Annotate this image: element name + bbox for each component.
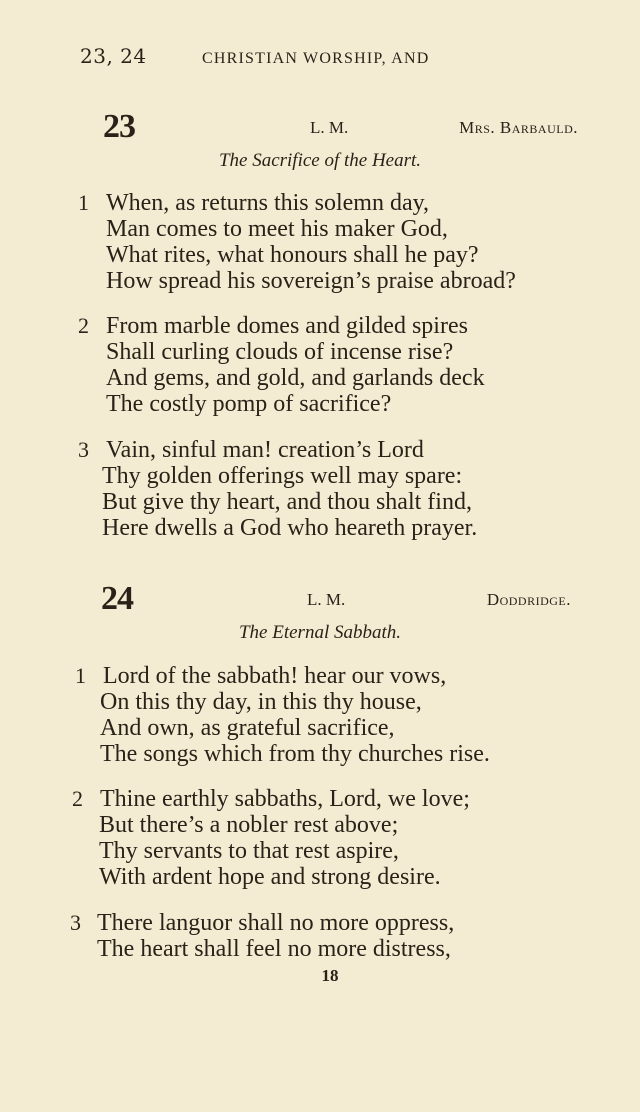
verse-line: The songs which from thy churches rise. bbox=[100, 741, 490, 767]
verse-line: And own, as grateful sacrifice, bbox=[100, 715, 395, 741]
verse-line: Shall curling clouds of incense rise? bbox=[106, 339, 454, 365]
verse-line: What rites, what honours shall he pay? bbox=[106, 242, 479, 268]
stanza-number: 1 bbox=[75, 663, 86, 688]
verse-line: From marble domes and gilded spires bbox=[106, 313, 468, 339]
verse-line: Thy golden offerings well may spare: bbox=[102, 463, 463, 489]
hymn-meter: L. M. bbox=[310, 118, 349, 137]
hymn-number: 23 bbox=[103, 108, 135, 145]
verse-line: The heart shall feel no more distress, bbox=[97, 936, 451, 962]
verse-line: Lord of the sabbath! hear our vows, bbox=[103, 663, 447, 689]
verse-line: How spread his sovereign’s praise abroad? bbox=[106, 268, 516, 294]
running-head-title: CHRISTIAN WORSHIP, AND bbox=[202, 50, 430, 67]
hymn-23-header bbox=[103, 108, 578, 148]
verse-line: But give thy heart, and thou shalt find, bbox=[102, 489, 472, 515]
verse-line: But there’s a nobler rest above; bbox=[99, 812, 399, 838]
page-number: 18 bbox=[321, 966, 339, 985]
running-head-hymn-numbers: 23, 24 bbox=[80, 44, 147, 68]
stanza-number: 2 bbox=[72, 786, 83, 811]
hymn-number: 24 bbox=[101, 580, 133, 617]
stanza-number: 3 bbox=[70, 910, 81, 935]
verse-line: With ardent hope and strong desire. bbox=[99, 864, 441, 890]
hymn-24-header bbox=[101, 580, 571, 620]
hymn-author: Doddridge. bbox=[486, 590, 571, 609]
stanza-number: 3 bbox=[78, 437, 89, 462]
verse-line: Thy servants to that rest aspire, bbox=[99, 838, 399, 864]
stanza-number: 1 bbox=[78, 190, 89, 215]
verse-line: Vain, sinful man! creation’s Lord bbox=[106, 437, 424, 463]
verse-line: When, as returns this solemn day, bbox=[106, 190, 430, 216]
hymn-23-title: The Sacrifice of the Heart. bbox=[218, 150, 422, 171]
hymn-meter: L. M. bbox=[307, 590, 346, 609]
stanza-number: 2 bbox=[78, 313, 89, 338]
verse-line: Man comes to meet his maker God, bbox=[106, 216, 448, 242]
verse-line: Here dwells a God who heareth prayer. bbox=[102, 515, 478, 541]
running-head bbox=[80, 44, 500, 68]
verse-line: On this thy day, in this thy house, bbox=[100, 689, 422, 715]
hymn-24-title: The Eternal Sabbath. bbox=[238, 622, 402, 643]
verse-line: The costly pomp of sacrifice? bbox=[106, 391, 392, 417]
verse-line: Thine earthly sabbaths, Lord, we love; bbox=[100, 786, 470, 812]
hymn-author: Mrs. Barbauld. bbox=[459, 118, 578, 137]
verse-line: And gems, and gold, and garlands deck bbox=[106, 365, 485, 391]
verse-line: There languor shall no more oppress, bbox=[97, 910, 455, 936]
